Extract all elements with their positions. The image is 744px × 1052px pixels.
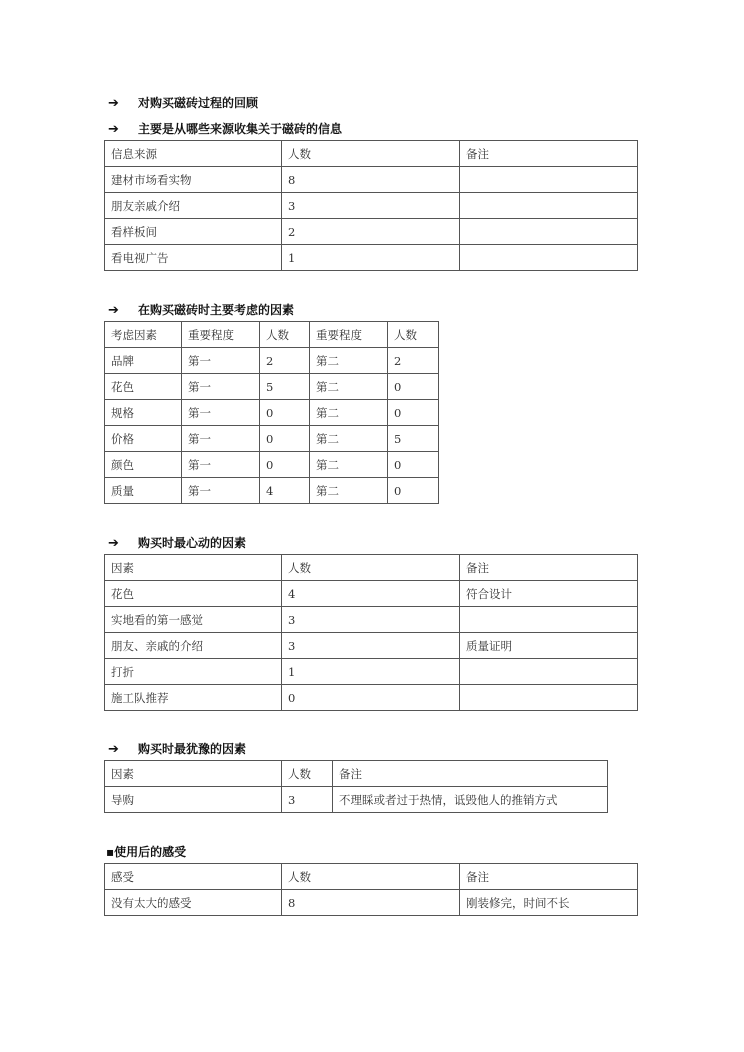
table-cell: 0: [388, 400, 439, 426]
table-cell: 价格: [105, 426, 182, 452]
purchase-factors-table: [104, 321, 439, 504]
heading-after-use: [106, 843, 186, 860]
table-cell: 3: [282, 787, 333, 813]
table-row: [105, 607, 638, 633]
table-cell: 5: [260, 374, 310, 400]
header-cell: 备注: [333, 761, 608, 787]
table-cell: [460, 219, 638, 245]
table-cell: 0: [388, 478, 439, 504]
table-cell: 5: [388, 426, 439, 452]
header-cell: 人数: [282, 761, 333, 787]
table-row: [105, 659, 638, 685]
table-cell: 导购: [105, 787, 282, 813]
table-row: [105, 685, 638, 711]
table-cell: [460, 245, 638, 271]
bullet-icon: ▪: [106, 845, 115, 859]
heading-text: 主要是从哪些来源收集关于磁砖的信息: [138, 122, 343, 136]
table-row: [105, 452, 439, 478]
table-cell: 8: [282, 890, 460, 916]
arrow-icon: ➔: [108, 122, 119, 137]
header-cell: 备注: [460, 864, 638, 890]
table-row: [105, 426, 439, 452]
table-cell: 2: [260, 348, 310, 374]
table-cell: 1: [282, 245, 460, 271]
table-cell: 施工队推荐: [105, 685, 282, 711]
table-cell: 朋友亲戚介绍: [105, 193, 282, 219]
table-cell: 第一: [182, 348, 260, 374]
header-cell: 重要程度: [182, 322, 260, 348]
table-row: [105, 581, 638, 607]
heading-most-attractive: [108, 534, 246, 551]
table-cell: 没有太大的感受: [105, 890, 282, 916]
table-cell: 3: [282, 193, 460, 219]
header-cell: 人数: [282, 864, 460, 890]
most-attractive-table: [104, 554, 638, 711]
table-cell: 第二: [310, 400, 388, 426]
header-cell: 因素: [105, 761, 282, 787]
table-cell: 第一: [182, 452, 260, 478]
table-cell: 1: [282, 659, 460, 685]
table-cell: 第二: [310, 452, 388, 478]
header-cell: 人数: [260, 322, 310, 348]
header-cell: 备注: [460, 141, 638, 167]
table-cell: 第二: [310, 426, 388, 452]
header-cell: 感受: [105, 864, 282, 890]
arrow-icon: ➔: [108, 536, 119, 551]
table-row: [105, 374, 439, 400]
table-cell: 品牌: [105, 348, 182, 374]
table-cell: 2: [388, 348, 439, 374]
table-cell: 朋友、亲戚的介绍: [105, 633, 282, 659]
arrow-icon: ➔: [108, 742, 119, 757]
table-cell: 3: [282, 607, 460, 633]
table-cell: 第一: [182, 478, 260, 504]
table-cell: 0: [388, 374, 439, 400]
heading-info-sources: [108, 120, 342, 137]
table-cell: 规格: [105, 400, 182, 426]
table-cell: 看电视广告: [105, 245, 282, 271]
heading-purchase-factors: [108, 301, 294, 318]
table-cell: 0: [260, 426, 310, 452]
arrow-icon: ➔: [108, 96, 119, 111]
header-cell: 因素: [105, 555, 282, 581]
table-cell: 2: [282, 219, 460, 245]
table-row: [105, 400, 439, 426]
table-cell: 第二: [310, 478, 388, 504]
table-cell: 4: [282, 581, 460, 607]
table-cell: [460, 685, 638, 711]
table-row: [105, 348, 439, 374]
table-row: [105, 193, 638, 219]
heading-text: 对购买磁砖过程的回顾: [138, 96, 259, 110]
table-cell: 0: [260, 452, 310, 478]
heading-text: 购买时最犹豫的因素: [138, 742, 247, 756]
table-cell: [460, 607, 638, 633]
table-cell: 建材市场看实物: [105, 167, 282, 193]
table-cell: [460, 193, 638, 219]
table-row: [105, 633, 638, 659]
table-cell: 8: [282, 167, 460, 193]
table-header-row: [105, 555, 638, 581]
table-cell: [460, 167, 638, 193]
header-cell: 信息来源: [105, 141, 282, 167]
table-cell: 第二: [310, 374, 388, 400]
header-cell: 重要程度: [310, 322, 388, 348]
table-cell: 花色: [105, 581, 282, 607]
table-row: [105, 167, 638, 193]
table-cell: 第二: [310, 348, 388, 374]
table-header-row: [105, 322, 439, 348]
heading-review: [108, 94, 258, 111]
table-cell: 第一: [182, 426, 260, 452]
table-cell: 质量证明: [460, 633, 638, 659]
table-cell: 不理睬或者过于热情，诋毁他人的推销方式: [333, 787, 608, 813]
heading-text: 在购买磁砖时主要考虑的因素: [138, 303, 295, 317]
table-cell: 第一: [182, 400, 260, 426]
header-cell: 人数: [388, 322, 439, 348]
table-cell: 3: [282, 633, 460, 659]
heading-text: 使用后的感受: [114, 845, 187, 859]
after-use-table: [104, 863, 638, 916]
table-cell: 0: [282, 685, 460, 711]
heading-most-hesitant: [108, 740, 246, 757]
table-cell: 符合设计: [460, 581, 638, 607]
table-row: [105, 890, 638, 916]
most-hesitant-table: [104, 760, 608, 813]
info-sources-table: [104, 140, 638, 271]
table-row: [105, 219, 638, 245]
table-cell: 刚装修完，时间不长: [460, 890, 638, 916]
table-cell: 花色: [105, 374, 182, 400]
arrow-icon: ➔: [108, 303, 119, 318]
table-cell: 打折: [105, 659, 282, 685]
table-cell: 0: [260, 400, 310, 426]
table-row: [105, 787, 608, 813]
table-cell: 质量: [105, 478, 182, 504]
table-row: [105, 245, 638, 271]
table-cell: 看样板间: [105, 219, 282, 245]
table-cell: 实地看的第一感觉: [105, 607, 282, 633]
table-header-row: [105, 864, 638, 890]
header-cell: 人数: [282, 555, 460, 581]
header-cell: 考虑因素: [105, 322, 182, 348]
table-cell: 4: [260, 478, 310, 504]
heading-text: 购买时最心动的因素: [138, 536, 247, 550]
table-cell: 颜色: [105, 452, 182, 478]
table-header-row: [105, 761, 608, 787]
table-cell: 0: [388, 452, 439, 478]
table-header-row: [105, 141, 638, 167]
table-cell: [460, 659, 638, 685]
table-row: [105, 478, 439, 504]
header-cell: 备注: [460, 555, 638, 581]
table-cell: 第一: [182, 374, 260, 400]
header-cell: 人数: [282, 141, 460, 167]
